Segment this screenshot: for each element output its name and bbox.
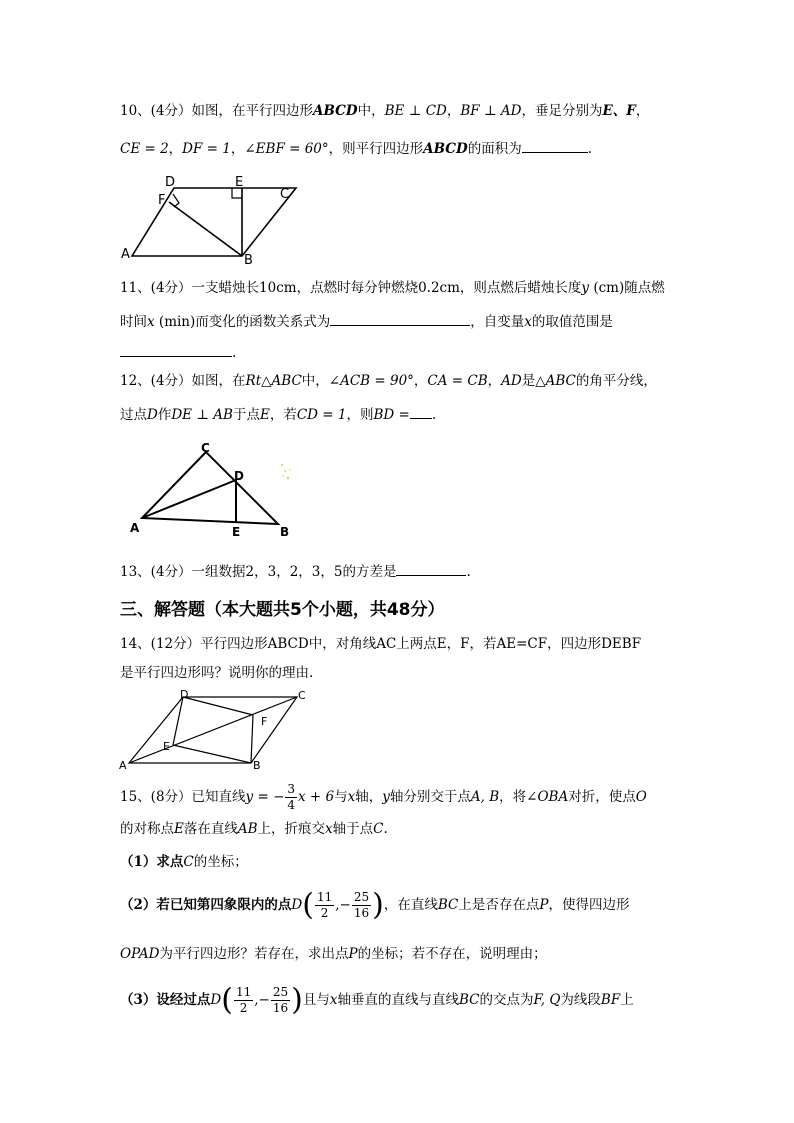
q15-line1: 15、(8分）已知直线y = − $\frac{3}{4}$ x + 6与x轴，y轴分别交于点A, B，将∠OBA对折，使点O xyxy=(120,782,647,812)
answer-blank[interactable] xyxy=(396,561,466,576)
q14-line1: 14、(12分）平行四边形ABCD中，对角线AC上两点E，F，若AE=CF，四边形DEBF xyxy=(120,636,642,652)
q11-line1: 11、(4分）一支蜡烛长10cm，点燃时每分钟燃烧0.2cm，则点燃后蜡烛长度y (cm)随点燃 xyxy=(120,280,665,296)
label-a: A xyxy=(119,759,127,772)
segment-bf xyxy=(169,202,242,256)
q15-part2-cont: OPAD为平行四边形？若存在，求出点P的坐标；若不存在，说明理由； xyxy=(120,946,547,962)
label-c: C xyxy=(280,187,290,202)
label-b: B xyxy=(253,759,261,772)
q13-line: 13、(4分）一组数据2，3，2，3，5的方差是 . xyxy=(120,561,471,581)
fraction-3-4: $\frac{3}{4}$ xyxy=(287,782,296,812)
section-heading: 三、解答题（本大题共5个小题，共48分） xyxy=(120,600,445,620)
label-a: A xyxy=(121,247,130,262)
q12-line2: 过点D作DE ⊥ AB于点E，若CD = 1，则BD = . xyxy=(120,404,436,424)
q15-part3: （3）设经过点D( $\frac{11}{2}$ ,− $\frac{25}{16}$ )且与x轴垂直的直线与直线BC的交点为F, Q为线段BF上 xyxy=(120,982,634,1018)
q15-part2: （2）若已知第四象限内的点D( $\frac{11}{2}$ ,− $\frac{25}{16}$ )，在直线BC上是否存在点P，使得四边形 xyxy=(120,887,630,923)
label-b: B xyxy=(244,253,253,267)
q12-line1: 12、(4分）如图，在Rt△ABC中，∠ACB = 90°，CA = CB，AD是△ABC的角平分线， xyxy=(120,373,657,389)
label-b: B xyxy=(280,525,290,539)
figure-q14-parallelogram xyxy=(116,687,316,773)
segment-fd xyxy=(183,697,253,715)
q15-line2: 的对称点E落在直线AB上，折痕交x轴于点C. xyxy=(120,821,388,837)
label-c: C xyxy=(201,441,210,455)
diagonal-ac xyxy=(129,697,297,763)
segment-bf xyxy=(251,715,253,763)
answer-blank[interactable] xyxy=(522,138,588,153)
label-e: E xyxy=(163,740,170,753)
label-d: D xyxy=(234,469,244,483)
yellow-speckle xyxy=(281,464,291,480)
figure-q12-triangle xyxy=(124,440,304,540)
label-f: F xyxy=(158,193,166,208)
figure-q10-parallelogram xyxy=(118,172,308,267)
label-d: D xyxy=(180,688,189,701)
q15-part1: （1）求点C的坐标； xyxy=(120,854,248,870)
answer-blank[interactable] xyxy=(120,342,232,357)
q10-line1: 10、(4分）如图，在平行四边形ABCD中，BE ⊥ CD，BF ⊥ AD，垂足分别为E、F， xyxy=(120,103,650,119)
answer-blank[interactable] xyxy=(330,311,470,326)
q11-line3: . xyxy=(120,342,236,362)
label-c: C xyxy=(298,689,306,702)
label-d: D xyxy=(165,175,176,190)
label-f: F xyxy=(261,715,268,728)
segment-eb xyxy=(173,745,251,763)
q11-line2: 时间x (min)而变化的函数关系式为 ，自变量x的取值范围是 xyxy=(120,311,613,331)
q14-line2: 是平行四边形吗？说明你的理由. xyxy=(120,665,314,681)
triangle-abc xyxy=(142,452,278,524)
answer-blank[interactable] xyxy=(410,404,432,419)
label-e: E xyxy=(235,175,244,190)
label-e: E xyxy=(232,525,241,539)
segment-ad xyxy=(142,480,236,518)
segment-de xyxy=(173,697,183,745)
q10-line2: CE = 2，DF = 1，∠EBF = 60°，则平行四边形ABCD的面积为 . xyxy=(120,138,592,158)
parallelogram-abcd xyxy=(132,188,296,256)
label-a: A xyxy=(130,521,140,535)
